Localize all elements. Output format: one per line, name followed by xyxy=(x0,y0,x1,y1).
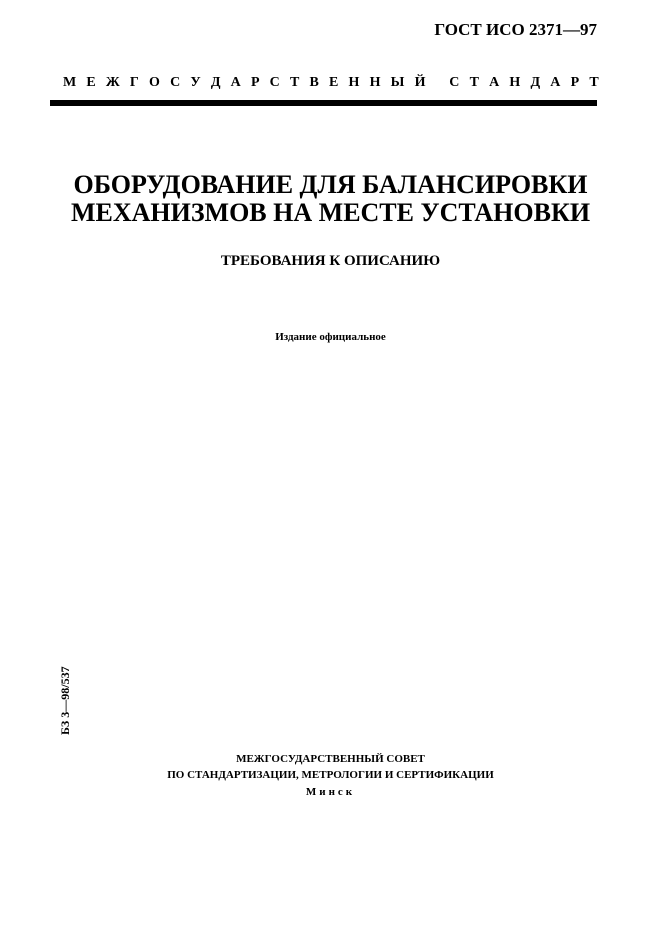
category-letter: Т xyxy=(289,75,300,90)
side-code: БЗ 3—98/537 xyxy=(58,666,72,735)
category-letter: В xyxy=(309,75,319,90)
document-subtitle: ТРЕБОВАНИЯ К ОПИСАНИЮ xyxy=(220,253,441,269)
category-letter: Ж xyxy=(105,75,120,90)
category-letter: Т xyxy=(589,75,599,90)
category-letter: С xyxy=(170,75,181,90)
category-letter: У xyxy=(190,75,201,90)
category-letter: Е xyxy=(329,75,339,90)
category-letter: М xyxy=(63,75,77,90)
standard-category xyxy=(63,75,599,91)
category-letter: Т xyxy=(469,75,479,90)
category-letter: Ы xyxy=(390,75,405,90)
document-title xyxy=(0,171,661,227)
category-letter: С xyxy=(269,75,280,90)
category-letter: Д xyxy=(210,75,221,90)
publisher-line-1: МЕЖГОСУДАРСТВЕННЫЙ СОВЕТ xyxy=(236,753,425,765)
header-rule xyxy=(50,100,597,106)
category-letter: Е xyxy=(86,75,96,90)
category-letter: А xyxy=(489,75,500,90)
category-letter: О xyxy=(149,75,160,90)
category-letter: Р xyxy=(570,75,580,90)
category-letter: Н xyxy=(369,75,381,90)
category-letter xyxy=(436,75,440,91)
category-letter: А xyxy=(550,75,561,90)
publisher-line-2: ПО СТАНДАРТИЗАЦИИ, МЕТРОЛОГИИ И СЕРТИФИКАЦИИ xyxy=(167,769,494,781)
category-letter: Н xyxy=(509,75,521,90)
category-letter: Д xyxy=(530,75,541,90)
category-letter: Н xyxy=(348,75,360,90)
category-letter: А xyxy=(230,75,241,90)
standard-code: ГОСТ ИСО 2371—97 xyxy=(434,20,597,39)
publisher-city: Минск xyxy=(305,786,356,798)
category-letter: С xyxy=(449,75,460,90)
category-letter: Г xyxy=(129,75,139,90)
title-line-2: МЕХАНИЗМОВ НА МЕСТЕ УСТАНОВКИ xyxy=(70,198,591,227)
title-line-1: ОБОРУДОВАНИЕ ДЛЯ БАЛАНСИРОВКИ xyxy=(73,170,588,199)
category-letter: Р xyxy=(250,75,260,90)
category-letter: Й xyxy=(414,75,426,90)
edition-note: Издание официальное xyxy=(275,331,386,343)
